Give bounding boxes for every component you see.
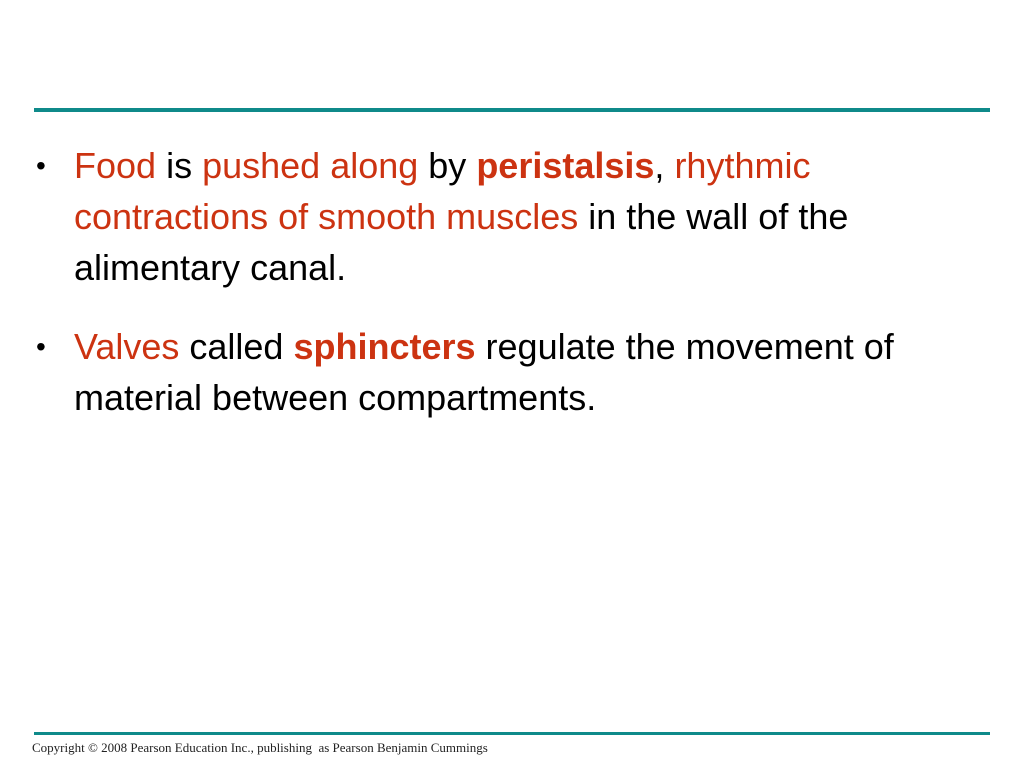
segment-plain: regulate the movement of material between compartments. [74,326,894,418]
segment-valves: Valves [74,326,180,367]
bullet-sphincters [32,321,972,423]
bullet-marker: • [36,150,46,181]
bullet-peristalsis [32,140,972,293]
segment-plain: by [418,145,477,186]
bottom-divider [34,732,990,735]
bullet-marker: • [36,331,46,362]
segment-plain: , [654,145,675,186]
segment-pushed-along: pushed along [202,145,419,186]
segment-food: Food [74,145,157,186]
segment-plain: called [179,326,294,367]
copyright-notice: Copyright © 2008 Pearson Education Inc., publishing as Pearson Benjamin Cummings [32,740,488,755]
segment-rhythmic-contractions: rhythmic contractions of smooth muscles [74,145,811,237]
term-sphincters: sphincters [293,326,476,367]
segment-plain: is [156,145,203,186]
top-divider [34,108,990,112]
term-peristalsis: peristalsis [476,145,655,186]
bullet-list [32,140,972,451]
segment-plain: in the wall of the alimentary canal. [74,196,849,288]
